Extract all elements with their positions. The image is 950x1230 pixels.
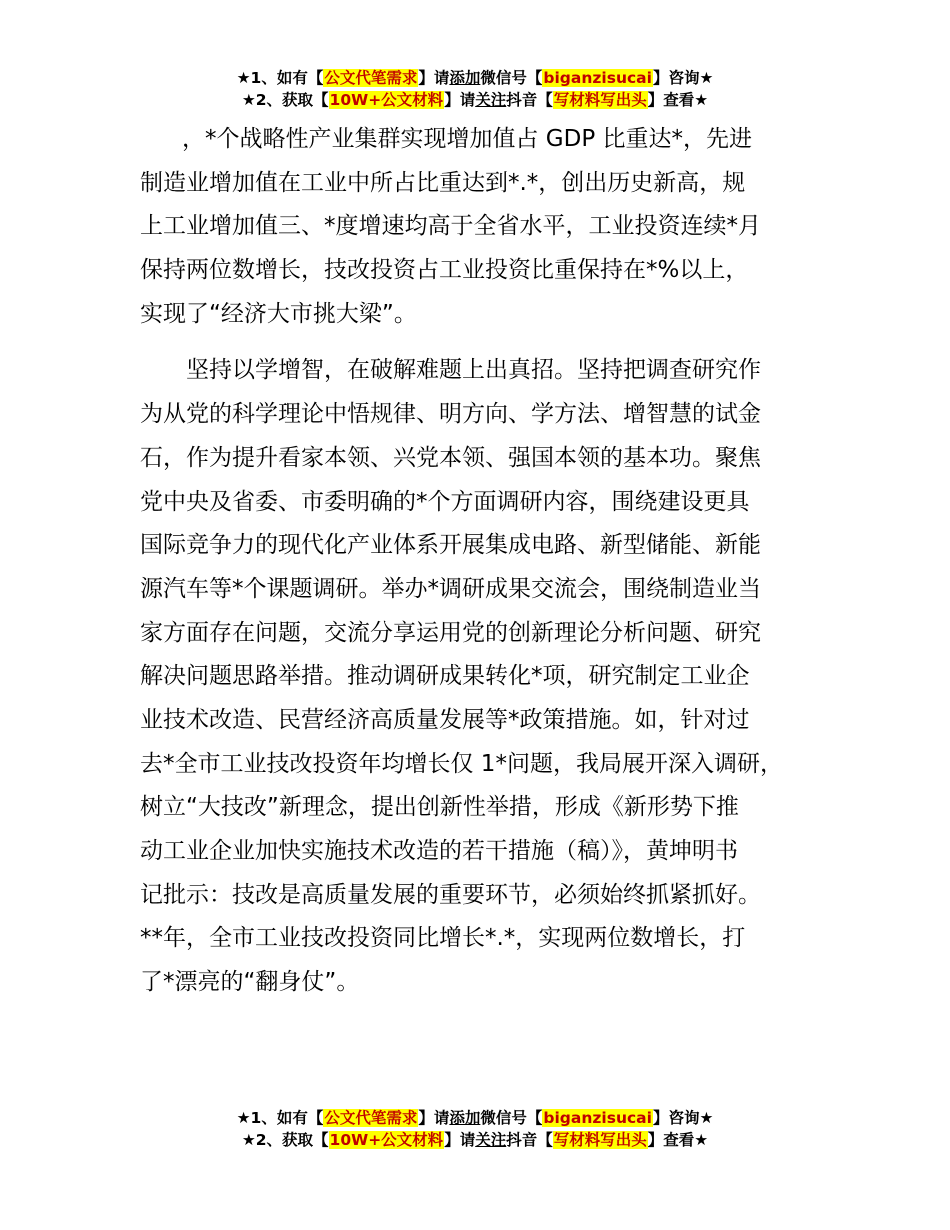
banner-line-1 — [0, 1107, 950, 1129]
banner-text: 】请 — [418, 69, 450, 87]
banner-text: 】请 — [444, 91, 476, 109]
text-line: 保持两位数增长，技改投资占工业投资比重保持在*%以上， — [140, 257, 749, 284]
text-line: 动工业企业加快实施技术改造的若干措施（稿）》，黄坤明书 — [140, 838, 738, 864]
footer-banner — [0, 1107, 950, 1151]
highlight-service: 公文代笔需求 — [324, 69, 418, 87]
text-line: 解决问题思路举措。推动调研成果转化*项，研究制定工业企 — [140, 663, 750, 690]
text-line: 上工业增加值三、*度增速均高于全省水平，工业投资连续*月 — [140, 213, 761, 240]
text-line: 国际竞争力的现代化产业体系开展集成电路、新型储能、新能 — [140, 532, 761, 559]
highlight-materials: 10W+公文材料 — [329, 91, 444, 109]
text-line: 为从党的科学理论中悟规律、明方向、学方法、增智慧的试金 — [140, 401, 761, 428]
banner-line-2 — [0, 89, 950, 111]
paragraph-1 — [140, 118, 840, 336]
underlined-text: 关注 — [475, 1131, 507, 1149]
highlight-wechat-id: biganzisucai — [543, 1109, 652, 1127]
text-line: **年，全市工业技改投资同比增长*.*，实现两位数增长，打 — [140, 925, 746, 952]
text-line: 源汽车等*个课题调研。举办*调研成果交流会，围绕制造业当 — [140, 575, 761, 602]
text-line: 业技术改造、民营经济高质量发展等*政策措施。如，针对过 — [140, 706, 750, 733]
text-line: 党中央及省委、市委明确的*个方面调研内容，围绕建设更具 — [140, 488, 750, 515]
text-line: 石，作为提升看家本领、兴党本领、强国本领的基本功。聚焦 — [140, 444, 761, 471]
banner-text: 】请 — [418, 1109, 450, 1127]
text-line: 记批示：技改是高质量发展的重要环节，必须始终抓紧抓好。 — [140, 881, 761, 908]
banner-text: 微信号【 — [480, 1109, 543, 1127]
banner-text: 】查看★ — [647, 1131, 709, 1149]
text-line: ，*个战略性产业集群实现增加值占 GDP 比重达*，先进 — [182, 126, 753, 152]
document-body — [140, 118, 840, 1018]
banner-text: 】咨询★ — [652, 1109, 714, 1127]
banner-text: ★2、获取【 — [241, 91, 329, 109]
banner-text: 】咨询★ — [652, 69, 714, 87]
text-line: 了*漂亮的“翻身仗”。 — [140, 969, 360, 996]
text-line: 家方面存在问题，交流分享运用党的创新理论分析问题、研究 — [140, 619, 761, 646]
banner-line-2 — [0, 1129, 950, 1151]
text-line: 去*全市工业技改投资年均增长仅 1*问题，我局展开深入调研， — [140, 750, 783, 777]
banner-line-1 — [0, 67, 950, 89]
banner-text: 】请 — [444, 1131, 476, 1149]
banner-text: 抖音【 — [506, 91, 553, 109]
header-banner — [0, 67, 950, 111]
text-line: 制造业增加值在工业中所占比重达到*.*，创出历史新高，规 — [140, 169, 746, 196]
highlight-materials: 10W+公文材料 — [329, 1131, 444, 1149]
text-line: 树立“大技改”新理念，提出创新性举措，形成《新形势下推 — [140, 794, 739, 821]
banner-text: 】查看★ — [647, 91, 709, 109]
highlight-douyin-account: 写材料写出头 — [553, 1131, 647, 1149]
underlined-text: 关注 — [475, 91, 507, 109]
underlined-text: 添加 — [449, 69, 481, 87]
highlight-wechat-id: biganzisucai — [543, 69, 652, 87]
banner-text: 微信号【 — [480, 69, 543, 87]
banner-text: ★2、获取【 — [241, 1131, 329, 1149]
underlined-text: 添加 — [449, 1109, 481, 1127]
banner-text: ★1、如有【 — [236, 1109, 324, 1127]
text-line: 坚持以学增智，在破解难题上出真招。坚持把调查研究作 — [186, 357, 761, 384]
highlight-douyin-account: 写材料写出头 — [553, 91, 647, 109]
banner-text: ★1、如有【 — [236, 69, 324, 87]
text-line: 实现了“经济大市挑大梁”。 — [140, 300, 417, 327]
highlight-service: 公文代笔需求 — [324, 1109, 418, 1127]
paragraph-2 — [140, 349, 840, 1004]
banner-text: 抖音【 — [506, 1131, 553, 1149]
